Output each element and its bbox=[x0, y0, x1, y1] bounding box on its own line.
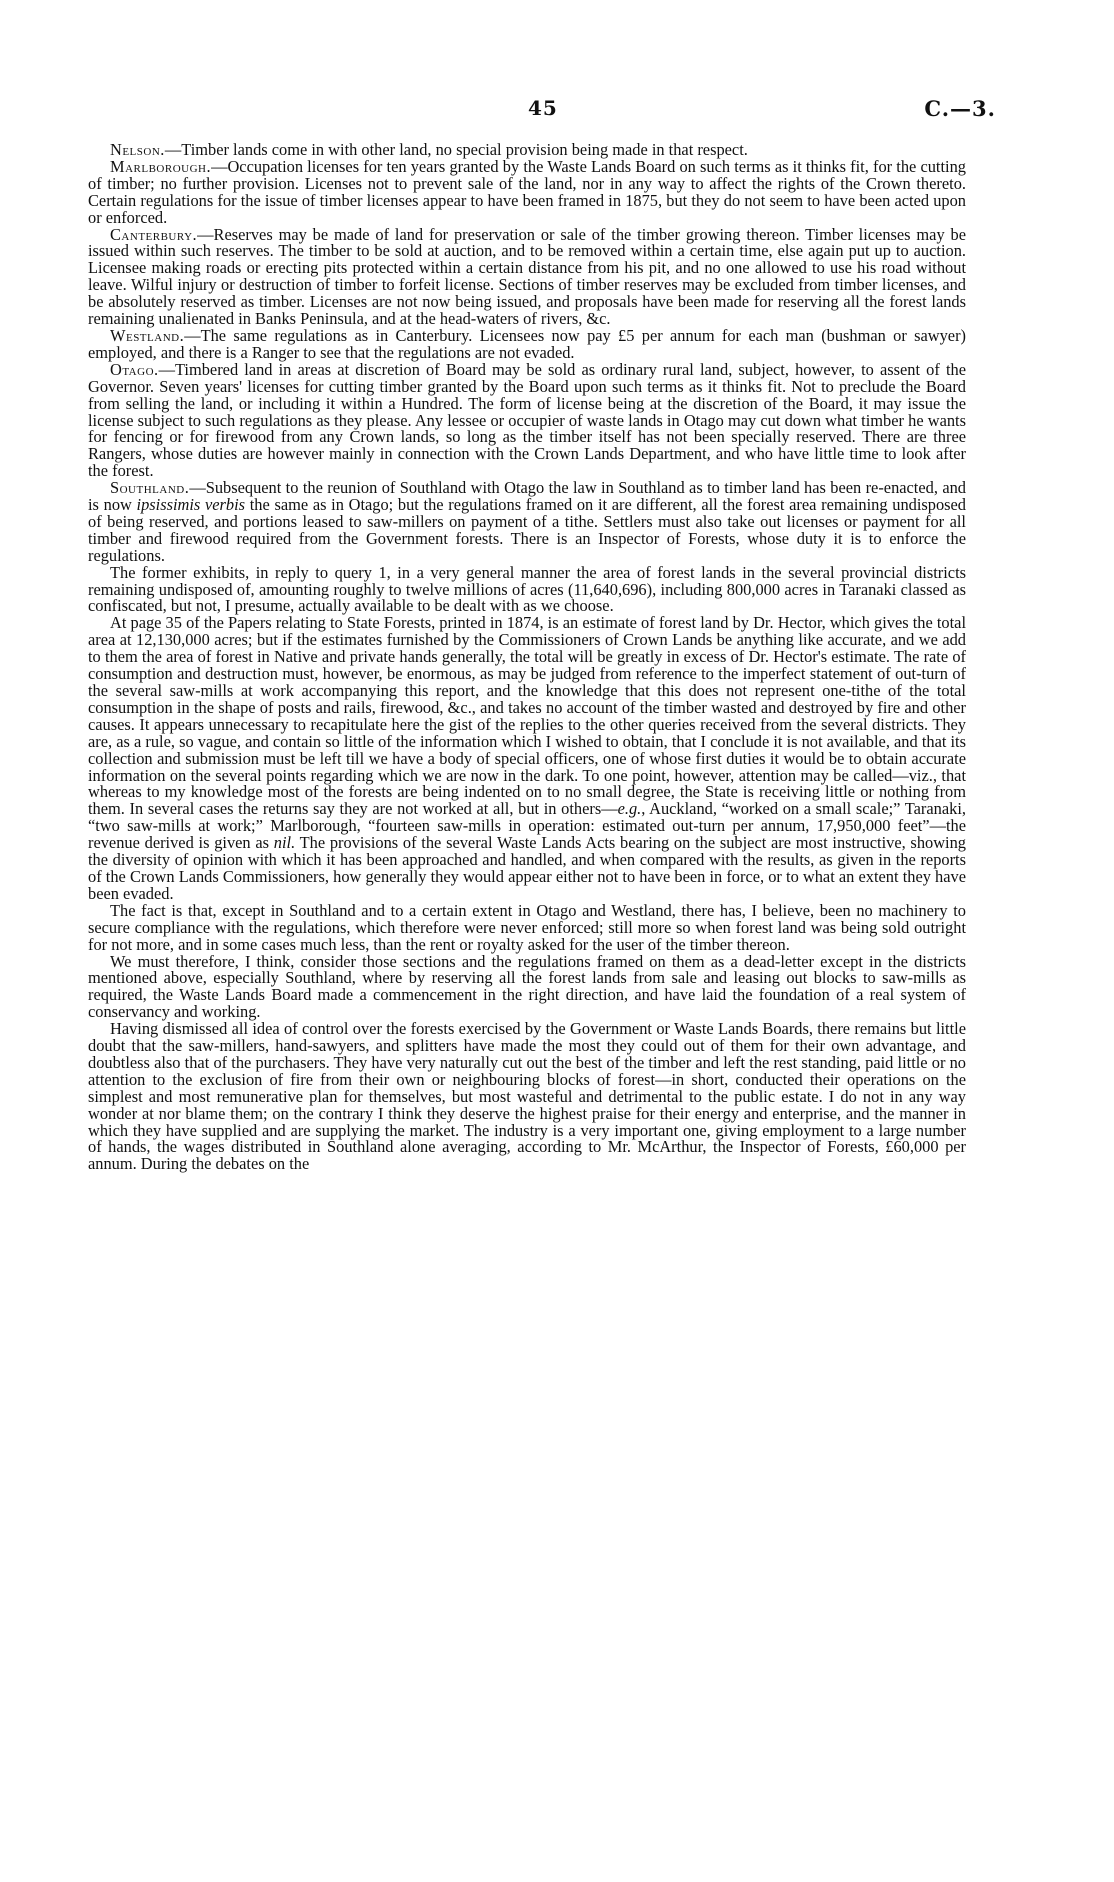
section-heading-marlborough: Marlborough. bbox=[110, 156, 212, 176]
latin-phrase: ipsissimis verbis bbox=[136, 495, 246, 515]
section-heading-westland: Westland. bbox=[110, 325, 185, 345]
body-text bbox=[88, 142, 966, 1173]
paragraph-canterbury bbox=[88, 224, 966, 329]
page-number: 45 bbox=[528, 96, 558, 120]
paragraph-text: Having dismissed all idea of control over the forests exercised by the Government or Waste Lands Boards, there remains but little doubt that the saw-millers, hand-sawyers, and splitters have made the most they could out of them for their own advantage, and doubtless also that of the purchasers. They have very naturally cut out the best of the timber and left the rest standing, paid little or no attention to the exclusion of fire from their own or neighbouring blocks of forest—in short, conducted their operations on the simplest and most remunerative plan for themselves, but most wasteful and detrimental to the public estate. I do not in any way wonder at nor blame them; on the contrary I think they deserve the highest praise for their energy and enterprise, and the manner in which they have supplied and are supplying the market. The industry is a very important one, giving employment to a large number of hands, the wages distributed in Southland alone averaging, according to Mr. McArthur, the Inspector of Forests, £60,000 per annum. During the debates on the bbox=[88, 1019, 966, 1174]
section-heading-otago: Otago. bbox=[110, 359, 159, 379]
paragraph-text: We must therefore, I think, consider those sections and the regulations framed on them as a dead-letter except in the districts mentioned above, especially Southland, where by reserving all the forest lands from sale and leasing out blocks to saw-mills as required, the Waste Lands Board made a commencement in the right direction, and have laid the foundation of a real system of conservancy and working. bbox=[88, 951, 966, 1022]
paragraph-text: the same as in Otago; but the regulations framed on it are different, all the forest area remaining undisposed of being reserved, and portions leased to saw-millers on payment of a tithe. Settlers must also take out licenses or payment for all timber and firewood required from the Government forests. There is an Inspector of Forests, whose duty it is to enforce the regulations. bbox=[88, 495, 967, 565]
paragraph-text: —Reserves may be made of land for preservation or sale of the timber growing thereon. Timber licenses may be issued within such reserves. The timber to be sold at auction, and to be removed within a certain time, else again put up to auction. Licensee making roads or erecting pits protected within a certain distance from his pit, and no one allowed to use his road without leave. Wilful injury or destruction of timber to forfeit license. Sections of timber reserves may be excluded from timber licenses, and be absolutely reserved as timber. Licenses are not now being issued, and proposals have been made for reserving all the forest lands remaining unalienated in Banks Peninsula, and at the head-waters of rivers, &c. bbox=[88, 224, 966, 329]
paragraph-westland bbox=[88, 325, 966, 362]
paragraph-text: At page 35 of the Papers relating to State Forests, printed in 1874, is an estimate of forest land by Dr. Hector, which gives the total area at 12,130,000 acres; but if the estimates furnished by the Commissioners of Crown Lands be anything like accurate, and we add to them the area of forest in Native and private hands generally, the total will be greatly in excess of Dr. Hector's estimate. The rate of consumption and destruction must, however, be enormous, as may be judged from reference to the imperfect statement of out-turn of the several saw-mills at work accompanying this report, and the knowledge that this does not represent one-tithe of the total consumption in the shape of posts and rails, firewood, &c., and takes no account of the timber wasted and destroyed by fire and other causes. It appears unnecessary to recapitulate here the gist of the replies to the other queries received from the several districts. They are, as a rule, so vague, and contain so little of the information which I wished to obtain, that I conclude it is not available, and that its collection and submission must be left till we have a body of special officers, one of whose first duties it would be to obtain accurate information on the several points regarding which we are now in the dark. To one point, however, attention may be called—viz., that whereas to my knowledge most of the forests are being indented on to no small degree, the State is receiving little or nothing from them. In several cases the returns say they are not worked at all, but in others— bbox=[88, 613, 966, 819]
paragraph-saw-millers bbox=[88, 1021, 966, 1173]
page-header bbox=[0, 96, 1114, 126]
paragraph-text: The former exhibits, in reply to query 1, in a very general manner the area of forest lands in the several provincial districts remaining undisposed of, amounting roughly to twelve millions of acres (11,640,696), including 800,000 acres in Taranaki classed as confiscated, but not, I presume, actually available to be dealt with as we choose. bbox=[88, 562, 966, 616]
paragraph-text: The fact is that, except in Southland and to a certain extent in Otago and Westland, there has, I believe, been no machinery to secure compliance with the regulations, which therefore were never enforced; still more so when forest land was being sold outright for not more, and in some cases much less, than the rent or royalty asked for the user of the timber thereon. bbox=[88, 900, 966, 954]
paragraph-text: —Timber lands come in with other land, no special provision being made in that respect. bbox=[164, 140, 748, 159]
paragraph-otago bbox=[88, 359, 966, 481]
paragraph-text: —The same regulations as in Canterbury. Licensees now pay £5 per annum for each man (bushman or sawyer) employed, and there is a Ranger to see that the regulations are not evaded. bbox=[88, 325, 966, 362]
paragraph-text: , Auckland, “worked on a small scale;” Taranaki, “two saw-mills at work;” Marlborough, “fourteen saw-mills in operation: estimated out-turn per annum, 17,950,000 feet”—the revenue derived is given as bbox=[88, 799, 966, 853]
paragraph-the-fact bbox=[88, 900, 966, 954]
italic-eg: e.g. bbox=[617, 799, 642, 819]
paragraph-state-forests-estimate bbox=[88, 615, 966, 902]
paragraph-text: —Timbered land in areas at discretion of Board may be sold as ordinary rural land, subject, however, to assent of the Governor. Seven years' licenses for cutting timber granted by the Board upon such terms as it thinks fit. Not to preclude the Board from selling the land, or including it within a Hundred. The form of license being at the discretion of the Board, it may issue the license subject to such regulations as they please. Any lessee or occupier of waste lands in Otago may cut down what timber he wants for fencing or for firewood from any Crown lands, so long as the timber itself has not been specially reserved. There are three Rangers, whose duties are however mainly in connection with the Crown Lands Department, and who have little time to look after the forest. bbox=[88, 359, 966, 481]
paragraph-dead-letter bbox=[88, 951, 966, 1022]
italic-nil: nil. bbox=[273, 833, 296, 853]
section-heading-southland: Southland. bbox=[110, 478, 190, 498]
paragraph-text: The provisions of the several Waste Lands Acts bearing on the subject are most instructive, showing the diversity of opinion with which it has been approached and handled, and when compared with the results, as given in the reports of the Crown Lands Commissioners, how generally they would appear either not to have been in force, or to what an extent they have been evaded. bbox=[88, 833, 966, 903]
paragraph-text: —Subsequent to the reunion of Southland with Otago the law in Southland as to timber land has been re-enacted, and is now bbox=[88, 478, 966, 515]
paragraph-text: —Occupation licenses for ten years granted by the Waste Lands Board on such terms as it thinks fit, for the cutting of timber; no further provision. Licenses not to prevent sale of the land, nor in any way to affect the rights of the Crown thereto. Certain regulations for the issue of timber licenses appear to have been framed in 1875, but they do not seem to have been acted upon or enforced. bbox=[88, 156, 966, 227]
paragraph-former-exhibits bbox=[88, 562, 966, 616]
document-reference: C.—3. bbox=[924, 96, 996, 121]
paragraph-southland bbox=[88, 480, 966, 565]
section-heading-canterbury: Canterbury. bbox=[110, 224, 198, 244]
section-heading-nelson: Nelson. bbox=[110, 140, 165, 159]
paragraph-marlborough bbox=[88, 156, 966, 227]
